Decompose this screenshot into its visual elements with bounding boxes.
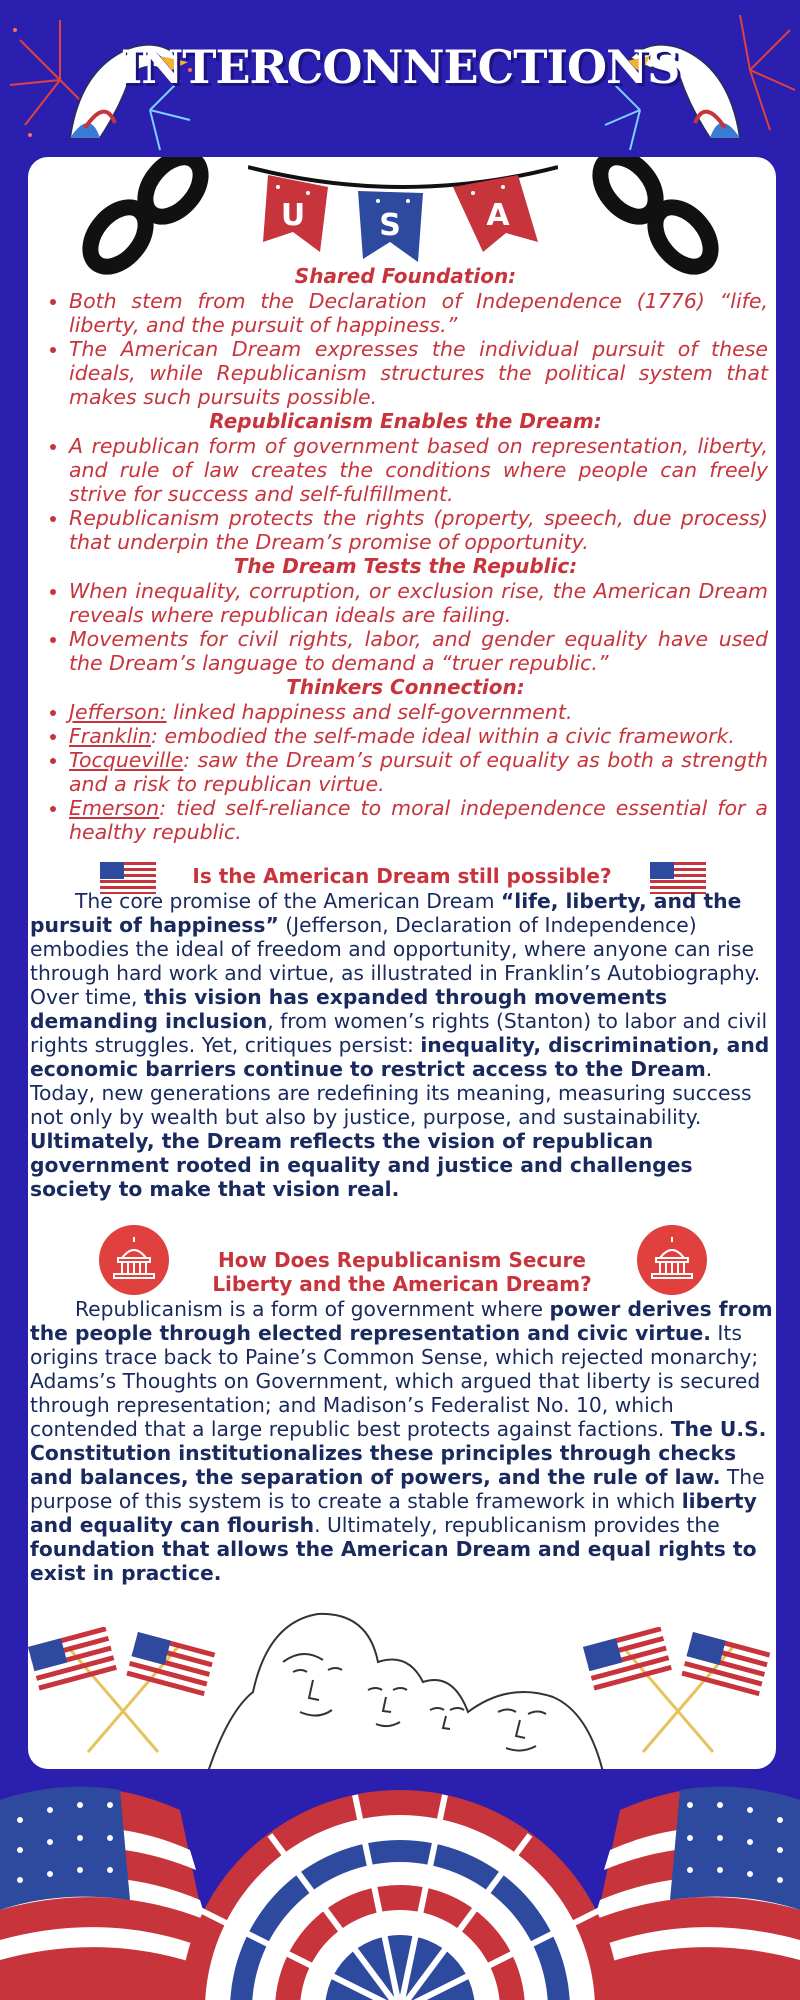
- banner-letter-s: S: [379, 208, 401, 243]
- text-run-bold: power derives from the people through elected representation and civic virtue.: [30, 1297, 773, 1345]
- list-item: • A republican form of government based on representation, liberty, and rule of law creates the conditions where people can freely strive for success and self-fulfillment.: [69, 434, 768, 506]
- thinker-name: Jefferson:: [69, 700, 167, 724]
- list-item: • Movements for civil rights, labor, and gender equality have used the Dream’s language to demand a “truer republic.”: [69, 627, 768, 675]
- thinker-text: linked happiness and self-government.: [166, 700, 573, 724]
- text-run-bold: foundation that allows the American Dream and equal rights to exist in practice.: [30, 1537, 757, 1585]
- text-run: . Today, new generations are redefining its meaning, measuring success not only by wealth but also by justice, purpose, and sustainability.: [30, 1057, 752, 1129]
- text-run-bold: The U.S. Constitution institutionalizes these principles through checks and balances, the separation of powers, and the rule of law.: [30, 1417, 767, 1489]
- chain-right-icon: [583, 157, 733, 277]
- bullet-list: [43, 289, 768, 409]
- chain-left-icon: [68, 157, 218, 277]
- banner-letter-u: U: [280, 198, 306, 233]
- list-item: [69, 724, 768, 748]
- section-heading: Republicanism Enables the Dream:: [209, 409, 602, 433]
- thinker-name: Franklin: [69, 724, 152, 748]
- text-run-bold: liberty and equality can flourish: [30, 1489, 757, 1537]
- thinker-text: : embodied the self-made ideal within a civic framework.: [151, 724, 735, 748]
- list-item: • Republicanism protects the rights (property, speech, due process) that underpin the Dream’s promise of opportunity.: [69, 506, 768, 554]
- bullet-list: [43, 434, 768, 554]
- republic-title-line2: Liberty and the American Dream?: [212, 1272, 592, 1296]
- banner-letter-a: A: [486, 198, 510, 233]
- crossed-flags-right-icon: [583, 1627, 773, 1757]
- section-heading: Shared Foundation:: [294, 264, 517, 288]
- interconnections-section: [43, 264, 768, 844]
- text-run-bold: “life, liberty, and the pursuit of happiness”: [30, 889, 742, 937]
- thinker-text: : tied self-reliance to moral independence essential for a healthy republic.: [69, 796, 768, 844]
- dream-paragraph: [30, 889, 774, 1201]
- list-item: [69, 700, 768, 724]
- thinkers-list: [43, 700, 768, 844]
- list-item: • Both stem from the Declaration of Independence (1776) “life, liberty, and the pursuit of happiness.”: [69, 289, 768, 337]
- bottom-flag-decoration: [0, 1770, 800, 2000]
- text-run: , from women’s rights (Stanton) to labor and civil rights struggles. Yet, critiques persist:: [30, 1009, 768, 1057]
- mount-rushmore-sketch: [208, 1602, 608, 1769]
- republic-paragraph: [30, 1297, 774, 1585]
- text-run: The purpose of this system is to create a stable framework in which: [30, 1465, 765, 1513]
- text-run: . Ultimately, republicanism provides the: [314, 1513, 720, 1537]
- list-item: • The American Dream expresses the individual pursuit of these ideals, while Republicanism structures the political system that makes such pursuits possible.: [69, 337, 768, 409]
- dream-title: Is the American Dream still possible?: [192, 864, 612, 888]
- list-item: [69, 796, 768, 844]
- page-title: INTERCONNECTIONS: [120, 40, 680, 94]
- text-run: Its origins trace back to Paine’s Common Sense, which rejected monarchy; Adams’s Thoughts on Government, which argued that liberty is secured through representation; and Madison’s Federalist No. 10, which contended that a large republic best protects against factions.: [30, 1321, 761, 1441]
- thinker-name: Emerson: [69, 796, 160, 820]
- thinker-name: Tocqueville: [69, 748, 184, 772]
- list-item: [69, 748, 768, 796]
- thinker-text: : saw the Dream’s pursuit of equality as both a strength and a risk to republican virtue.: [69, 748, 768, 796]
- section-heading: The Dream Tests the Republic:: [233, 554, 578, 578]
- list-item: • When inequality, corruption, or exclusion rise, the American Dream reveals where republican ideals are failing.: [69, 579, 768, 627]
- text-run: (Jefferson, Declaration of Independence) embodies the ideal of freedom and opportunity, where anyone can rise through hard work and virtue, as illustrated in Franklin’s Autobiography. Over time,: [30, 913, 761, 1009]
- text-run: The core promise of the American Dream: [75, 889, 501, 913]
- text-run-bold: Ultimately, the Dream reflects the vision of republican government rooted in equality and justice and challenges society to make that vision real.: [30, 1129, 693, 1201]
- republic-title: [28, 1248, 776, 1296]
- bullet-list: [43, 579, 768, 675]
- content-card: [28, 157, 776, 1769]
- crossed-flags-left-icon: [28, 1627, 218, 1757]
- text-run-bold: this vision has expanded through movements demanding inclusion: [30, 985, 668, 1033]
- section-heading: Thinkers Connection:: [286, 675, 525, 699]
- usa-banner: [248, 157, 558, 267]
- republic-title-line1: How Does Republicanism Secure: [218, 1248, 586, 1272]
- text-run-bold: inequality, discrimination, and economic barriers continue to restrict access to the Dream: [30, 1033, 770, 1081]
- text-run: Republicanism is a form of government where: [75, 1297, 550, 1321]
